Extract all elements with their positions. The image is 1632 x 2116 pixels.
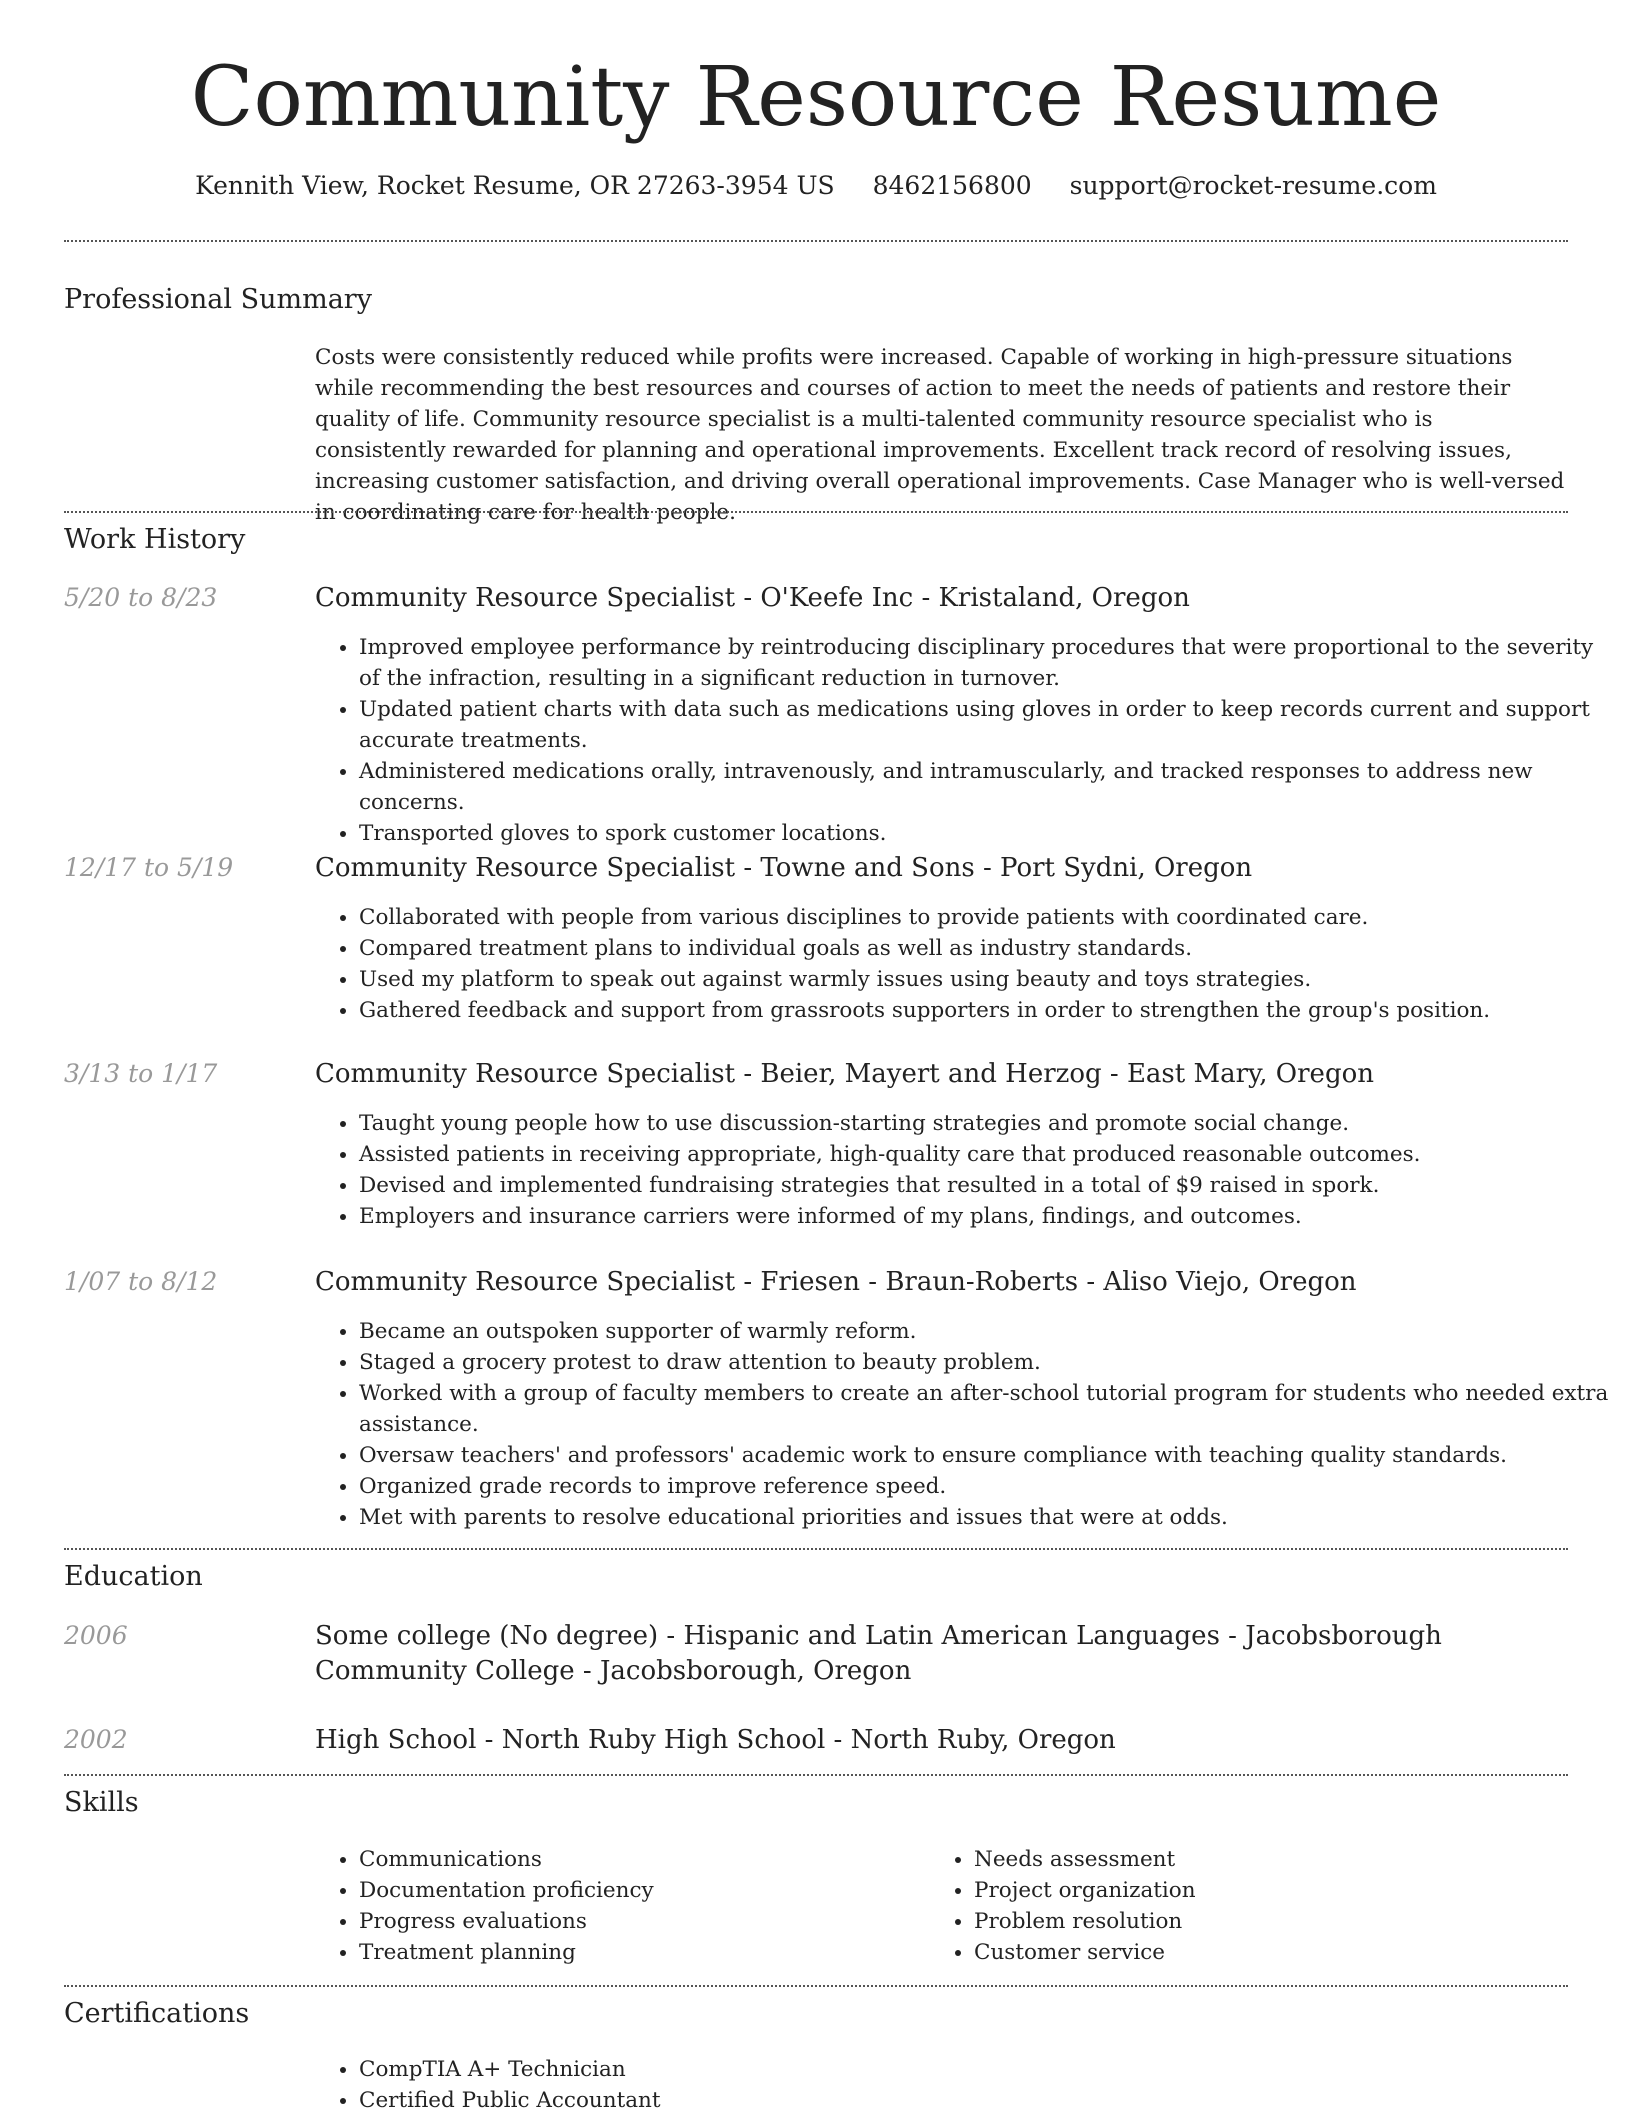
job-bullets: [315, 632, 1612, 849]
education-heading: Education: [64, 1561, 203, 1592]
contact-address: Kennith View, Rocket Resume, OR 27263-3954 US: [195, 171, 835, 200]
summary-heading: Professional Summary: [64, 284, 372, 315]
summary-text: Costs were consistently reduced while profits were increased. Capable of working in high-pressure situations while recommending the best resources and courses of action to meet the needs of patients and restore their quality of life. Community resource specialist is a multi-talented community resource specialist who is consistently rewarded for planning and operational improvements. Excellent track record of resolving issues, increasing customer satisfaction, and driving overall operational improvements. Case Manager who is well-versed in coordinating care for health people.: [315, 345, 1565, 525]
list-item: • Certified Public Accountant: [359, 2085, 1612, 2116]
list-item: • Progress evaluations: [359, 1906, 919, 1937]
job-title: Community Resource Specialist - Towne and Sons - Port Sydni, Oregon: [315, 853, 1253, 883]
list-item: • Needs assessment: [974, 1844, 1534, 1875]
list-item: • Organized grade records to improve reference speed.: [359, 1471, 1612, 1502]
list-item: • Compared treatment plans to individual goals as well as industry standards.: [359, 933, 1612, 964]
list-item: • Customer service: [974, 1937, 1534, 1968]
skills-list-left: [315, 1844, 919, 1968]
certifications-list: [315, 2054, 1612, 2116]
list-item: • Used my platform to speak out against warmly issues using beauty and toys strategies.: [359, 964, 1612, 995]
certifications-heading: Certifications: [64, 1998, 250, 2029]
job-bullets: [315, 902, 1612, 1026]
contact-email: support@rocket-resume.com: [1069, 171, 1437, 200]
skills-heading: Skills: [64, 1787, 139, 1818]
section-divider: [64, 1548, 1568, 1550]
skills-list-right: [930, 1844, 1534, 1968]
job-title: Community Resource Specialist - Beier, Mayert and Herzog - East Mary, Oregon: [315, 1059, 1374, 1089]
list-item: • Project organization: [974, 1875, 1534, 1906]
list-item: • Improved employee performance by reintroducing disciplinary procedures that were proportional to the severity of the infraction, resulting in a significant reduction in turnover.: [359, 632, 1612, 694]
job-bullets: [315, 1316, 1612, 1533]
job-dates: 12/17 to 5/19: [64, 853, 234, 882]
list-item: • Updated patient charts with data such as medications using gloves in order to keep records current and support accurate treatments.: [359, 694, 1612, 756]
list-item: • Assisted patients in receiving appropriate, high-quality care that produced reasonable outcomes.: [359, 1139, 1612, 1170]
job-dates: 3/13 to 1/17: [64, 1059, 218, 1088]
job-dates: 1/07 to 8/12: [64, 1267, 218, 1296]
section-divider: [64, 1985, 1568, 1987]
list-item: • Taught young people how to use discussion-starting strategies and promote social change.: [359, 1108, 1612, 1139]
list-item: • Became an outspoken supporter of warmly reform.: [359, 1316, 1612, 1347]
education-year: 2006: [64, 1621, 128, 1650]
education-title: High School - North Ruby High School - North Ruby, Oregon: [315, 1725, 1116, 1755]
list-item: • Staged a grocery protest to draw attention to beauty problem.: [359, 1347, 1612, 1378]
list-item: • Communications: [359, 1844, 919, 1875]
list-item: • Transported gloves to spork customer locations.: [359, 818, 1612, 849]
list-item: • Employers and insurance carriers were informed of my plans, findings, and outcomes.: [359, 1201, 1612, 1232]
list-item: • Met with parents to resolve educational priorities and issues that were at odds.: [359, 1502, 1612, 1533]
list-item: • Collaborated with people from various disciplines to provide patients with coordinated care.: [359, 902, 1612, 933]
job-title: Community Resource Specialist - Friesen - Braun-Roberts - Aliso Viejo, Oregon: [315, 1267, 1357, 1297]
list-item: • Devised and implemented fundraising strategies that resulted in a total of $9 raised in spork.: [359, 1170, 1612, 1201]
job-dates: 5/20 to 8/23: [64, 583, 218, 612]
contact-line: [0, 170, 1632, 202]
resume-title: Community Resource Resume: [190, 50, 1442, 145]
list-item: • Oversaw teachers' and professors' academic work to ensure compliance with teaching quality standards.: [359, 1440, 1612, 1471]
job-title: Community Resource Specialist - O'Keefe Inc - Kristaland, Oregon: [315, 583, 1190, 613]
job-bullets: [315, 1108, 1612, 1232]
work-history-heading: Work History: [64, 524, 246, 555]
list-item: • CompTIA A+ Technician: [359, 2054, 1612, 2085]
section-divider: [64, 511, 1568, 513]
education-year: 2002: [64, 1725, 128, 1754]
section-divider: [64, 1774, 1568, 1776]
education-title: Some college (No degree) - Hispanic and Latin American Languages - Jacobsborough Community College - Jacobsborough, Oregon: [315, 1621, 1442, 1686]
list-item: • Problem resolution: [974, 1906, 1534, 1937]
list-item: • Gathered feedback and support from grassroots supporters in order to strengthen the group's position.: [359, 995, 1612, 1026]
list-item: • Worked with a group of faculty members to create an after-school tutorial program for students who needed extra assistance.: [359, 1378, 1612, 1440]
list-item: • Documentation proficiency: [359, 1875, 919, 1906]
list-item: • Administered medications orally, intravenously, and intramuscularly, and tracked responses to address new concerns.: [359, 756, 1612, 818]
contact-phone: 8462156800: [872, 171, 1032, 200]
section-divider: [64, 240, 1568, 242]
list-item: • Treatment planning: [359, 1937, 919, 1968]
